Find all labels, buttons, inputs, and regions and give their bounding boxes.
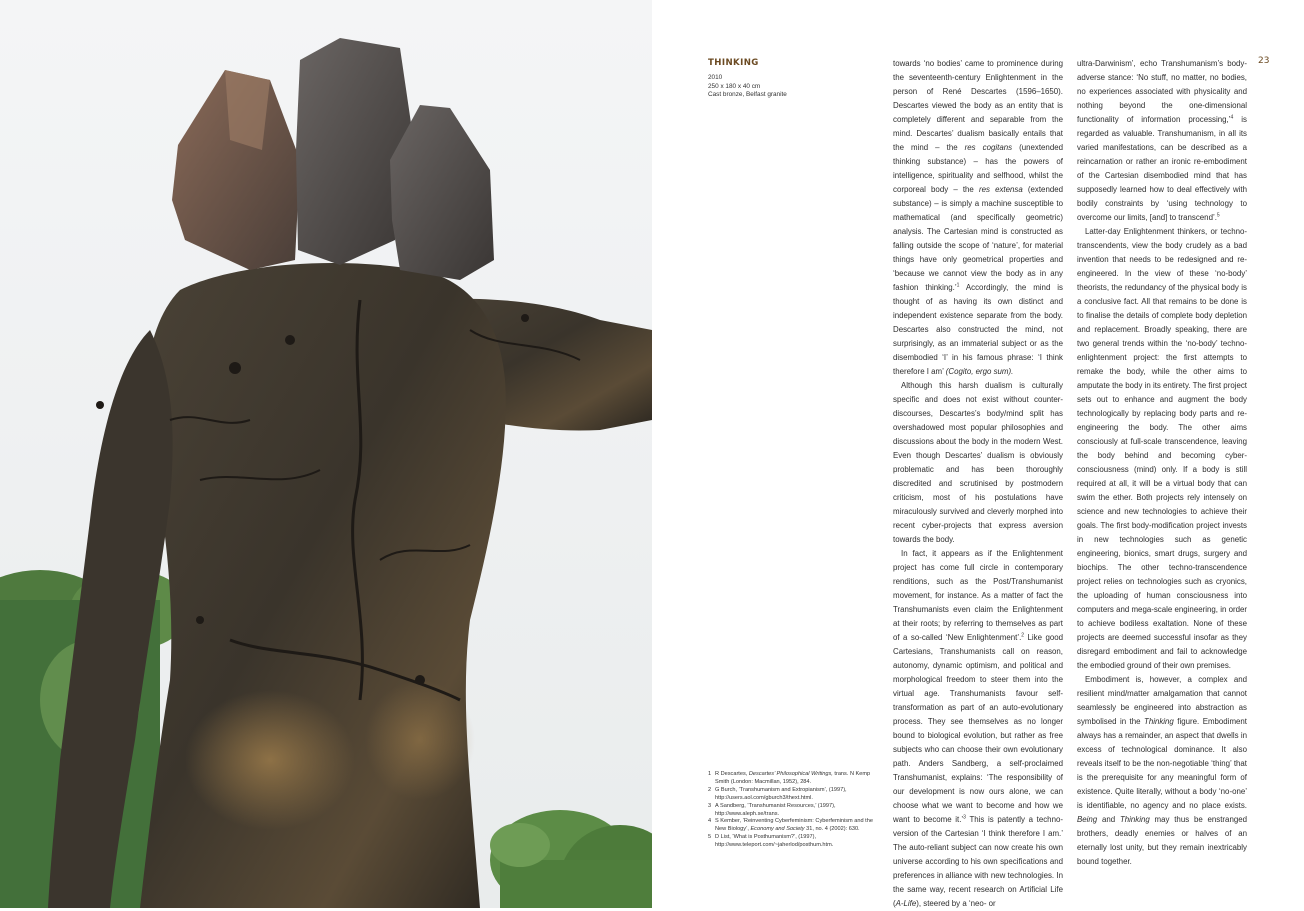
paragraph: towards ‘no bodies’ came to prominence during the seventeenth-century Enlightenment in the person of René Descartes (1596–1650). Descartes viewed the body as an entity that is completely different and separable from the mind. Descartes’ dualism basically entails that the mind – the res cogitans (unextended thinking substance) – has the powers of intelligence, spirituality and selfhood, whilst the corporeal body – the res extensa (extended substance) – is simply a machine susceptible to mathematical (and specifically geometric) analysis. The Cartesian mind is constructed as falling outside the scope of ‘nature’, for material things have only geometrical properties and ‘because we cannot view the body as in any fashion thinking.’$^1$ Accordingly, the mind is thought of as having its own distinct and independent existence separate from the body. Descartes also constructed the mind, not surprisingly, as an immaterial subject or as the disembodied ‘I’ in his famous phrase: ‘I think therefore I am’ (Cogito, ergo sum). (893, 59, 1064, 376)
sculpture-illustration (0, 0, 652, 908)
footnote-ref: 4 (1230, 114, 1234, 121)
page-number: 23 (1258, 56, 1270, 66)
footnote: 4 S Kember, ‘Reinventing Cyberfeminism: Cyberfeminism and the New Biology’, Economy and Society 31, no. 4 (2002): 630. (708, 818, 873, 833)
footnote-ref: 2 (1021, 632, 1025, 639)
footnote-ref: 3 (963, 814, 966, 821)
artwork-dimensions: 250 x 180 x 40 cm (708, 82, 761, 90)
footnote: 2 G Burch, ‘Transhumanism and Extropianism’, (1997), http://users.aol.com/gburch3/thext.html. (708, 786, 847, 801)
footnote-ref: 5 (1216, 212, 1220, 219)
paragraph: In fact, it appears as if the Enlightenment project has come full circle in contemporary renditions, such as the Post/Transhumanist movement, for instance. As a matter of fact the Transhumanists even claim the Enlightenment at their roots; by referring to themselves as part of a so-called ‘New Enlightenment’.$^2$ Like good Cartesians, Transhumanists call on reason, autonomy, dynamic optimism, and political and morphological freedom to steer them into the virtual age. Transhumanists favour self-transformation as part of an auto-evolutionary process. They see themselves as no longer bound to biological evolution, but rather as free subjects who can choose their own evolutionary path. Anders Sandberg, a self-proclaimed Transhumanist, explains: ‘The responsibility of our development is now ours alone, we can choose what we want to become and how we want to become it.’$^3$ This is patently a techno-version of the Cartesian ‘I think therefore I am.’ The auto-reliant subject can now create his own universe according to his own specifications and preferences in alliance with new technologies. In the same way, recent research on Artificial Life (A-Life), steered by a ‘neo- or (893, 549, 1063, 908)
artwork-materials: Cast bronze, Belfast granite (708, 91, 787, 99)
trees-right (490, 810, 652, 908)
paragraph: ultra-Darwinism’, echo Transhumanism’s body-adverse stance: ‘No stuff, no matter, no bodies, no experiences associated with physicality and nothing beyond the one-dimensional functionality of information processing,’$^4$ is regarded as valuable. Transhumanism, in all its varied manifestations, can be described as a reincarnation or rather an ironic re-embodiment of the Cartesian disembodied mind that has supposedly learned how to deal effectively with bodily constraints by ‘using technology to overcome our limits, [and] to transcend’.$^5$ (1077, 59, 1247, 222)
text-page (652, 0, 1304, 908)
footnotes (708, 771, 884, 850)
artwork-year: 2010 (708, 74, 723, 81)
sculpture-photo (0, 0, 652, 908)
footnote-ref: 1 (956, 282, 960, 289)
footnote: 1 R Descartes, Descartes’ Philosophical Writings, trans. N Kemp Smith (London: Macmillan, 1952), 284. (708, 771, 871, 785)
paragraph: Embodiment is, however, a complex and resilient mind/matter amalgamation that cannot seamlessly be engineered into abstraction as symbolised in the Thinking figure. Embodiment always has a remainder, an aspect that dwells in excess of technological dominance. It also reveals itself to be the non-negotiable ‘thing’ that is the prerequisite for any meaningful form of existence. Quite literally, without a body ‘no-one’ is identifiable, no agency and no place exists. Being and Thinking may thus be enstranged brothers, deadly enemies or halves of an eternally lost unity, but they remain inextricably bound together. (1077, 675, 1247, 866)
body-column-1 (893, 57, 1063, 911)
footnote: 3 A Sandberg, ‘Transhumanist Resources,’ (1997), http://www.aleph.se/trans. (708, 802, 836, 817)
paragraph: Latter-day Enlightenment thinkers, or techno-transcendents, view the body crudely as a bad invention that needs to be redesigned and re-engineered. In the view of these ‘no-body’ theorists, the redundancy of the physical body is a conclusive fact. All that remains to be done is to finalise the details of complete body depletion and replacement. Broadly speaking, there are two general trends within the ‘no-body’ techno-enlightenment project: the first attempts to remake the body, while the other aims to amputate the body in its entirety. The first project sets out to enhance and augment the body technologically by replacing body parts and re-engineering the body. The other aims consciously at full-scale transcendence, leaving the body behind and becoming cyber-consciousness (mind) only. If a body is still required at all, it will be a virtual body that can swim the ether. Both projects rely intensely on science and new technologies to achieve their goals. The first body-modification project invests in new technologies such as genetic engineering, bionics, smart drugs, surgery and biochips. The other techno-transcendence project relies on technologies such as cryonics, the uploading of human consciousness into computers and mega-scale engineering, in order to achieve bodiless exaltation. None of these projects are deemed successful insofar as they disregard embodiment and fail to acknowledge the embodied ground of their own premises. (1077, 227, 1247, 670)
artwork-title: THINKING (708, 58, 759, 68)
artwork-caption (708, 58, 828, 100)
granite-rocks (172, 38, 494, 280)
paragraph: Although this harsh dualism is culturally specific and does not exist without counter-discourses, Descartes’s body/mind split has overshadowed most popular philosophies and discussions about the body in the modern West. Even though Descartes’ dualism is obviously problematic and has been thoroughly discredited and scrutinised by postmodern criticism, most of his postulations have miraculously survived and cleverly morphed into recent cyber-projects that express aversion towards the body. (893, 381, 1063, 544)
footnote: 5 D List, ‘What is Posthumanism?’, (1997), http://www.teleport.com/~jaherlod/posthum.htm. (708, 834, 834, 849)
body-column-2 (1077, 57, 1247, 869)
